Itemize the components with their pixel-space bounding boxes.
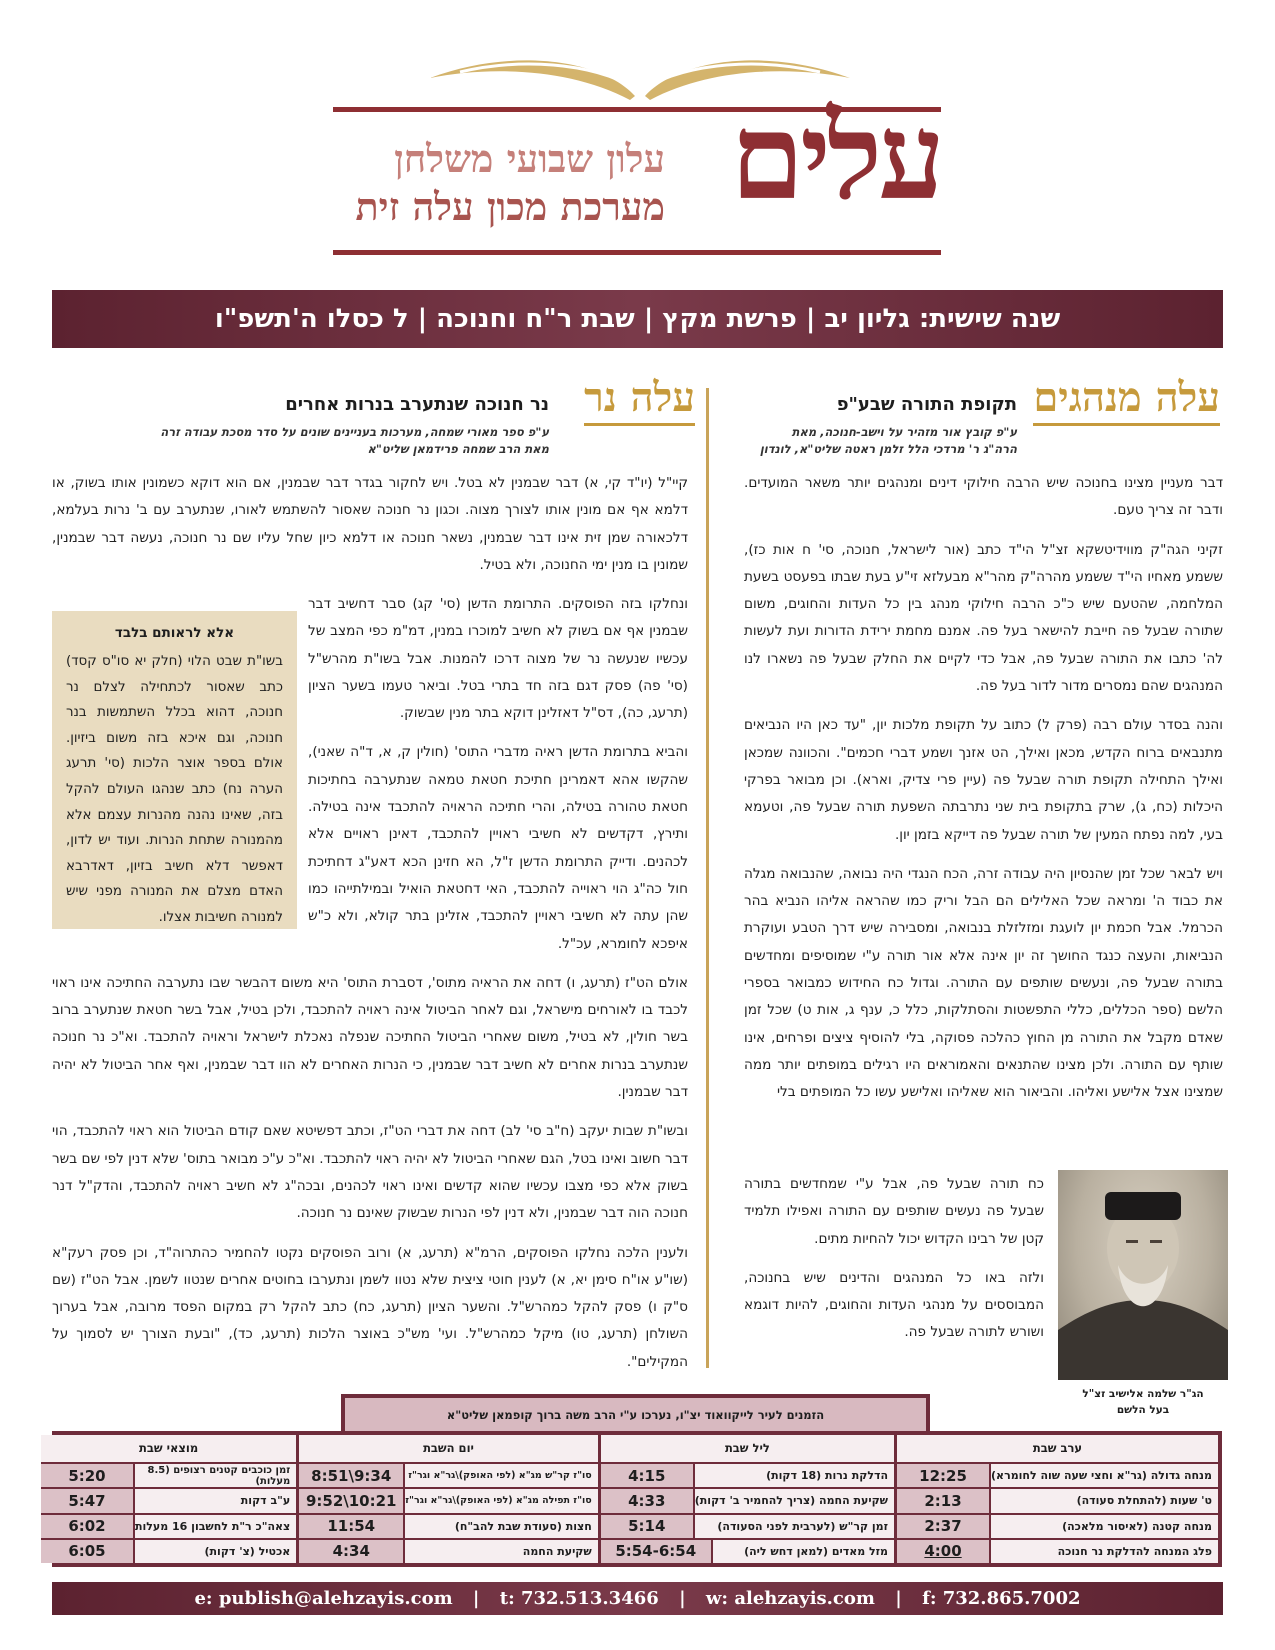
footer-separator: | [472,1588,480,1609]
publication-logo: עלים [730,87,941,226]
sidebar-box [52,611,297,929]
article-byline-right [757,424,1017,458]
times-value: 8:51\9:34 [299,1464,403,1487]
times-row [601,1515,894,1540]
caption-line: הג"ר שלמה אלישיב זצ"ל [1082,1388,1204,1400]
times-row [897,1540,1218,1563]
masthead-publisher: מערכת מכון עלה זית [355,184,665,229]
article-title-right: תקופת התורה שבע"פ [836,394,1017,415]
times-label: זמן כוכבים קטנים רצופים (8.5 מעלות) [133,1464,296,1487]
byline-line: ע"פ ספר מאורי שמחה, מערכות בעניינים שונים על סדר מסכת עבודה זרה [160,425,549,439]
times-table-title: הזמנים לעיר לייקוואוד יצ"ו, נערכו ע"י הרב משה ברוך קופמאן שליט"א [341,1394,930,1432]
times-row [41,1489,296,1514]
article-body-right-continued [744,1171,1044,1359]
paragraph: אולם הט"ז (תרעג, ו) דחה את הראיה מתוס', דסברת התוס' היא משום דהבשר שבו נתערבה החתיכה אינו ראוי לכבד בו לאורחים מישראל, וגם לאחר הביטול אינה ראויה להתכבד, ולכן בטיל, אבל בשר חטאת שנתערב ברוב בשר חולין, לא בטיל, משום שאחרי הביטול החתיכה שנפלה נאכלת לישראל וראויה להתכבד. וא"כ נר חנוכה שנתערב בנרות אחרים לא חשיב דבר שבמנין, כי הנרות האחרים לא הוו דבר שבמנין, ואף אחר הביטול לא יהיה דבר שבמנין. [52,974,688,1101]
contact-footer [52,1582,1223,1615]
column-divider [706,388,709,1368]
paragraph: ובשו"ת שבות יעקב (ח"ב סי' לב) דחה את דברי הט"ז, וכתב דפשיטא שאם קודם הביטול הוא ראוי להתכבד, הוי דבר חשוב ואינו בטל, הגם שאחרי הביטול לא יהיה ראוי להתכבד. וא"כ ע"כ מבואר בתוס' שלא דנין לפי שם בשר בשוק אלא כפי מצבו עכשיו שהוא קדשים ואינו ראוי לכהנים, ובכה"ג לא חשיב ראויה להתכבד, והדק"ל דנר חנוכה הוה דבר שבמנין, ולא דנין לפי הנרות שבשוק שאינם נר חנוכה. [52,1123,688,1222]
times-label: צאה"כ ר"ת לחשבון 16 מעלות [133,1515,296,1538]
times-row [601,1489,894,1514]
times-value: 5:20 [41,1464,133,1487]
paragraph: דבר מעניין מצינו בחנוכה שיש הרבה חילוקי דינים ומנהגים יותר משאר המועדים. ודבר זה צריך טעם. [744,475,1223,519]
times-group [894,1435,1218,1563]
section-label-minhagim: עלה מנהגים [1033,378,1220,426]
footer-separator: | [679,1588,686,1609]
paragraph: ויש לבאר שכל זמן שהנסיון היה עבודה זרה, הכח הנגדי היה נבואה, שהנבואה מגלה את כבוד ה' ומראה שכל האלילים הם הבל וריק כמו שהראה אליהו הנביא בהר הכרמל. אבל חכמת יון לועגת ומזלזלת בנבואה, ומסבירה שיש דרך הטבע ועוקרת הנביאות, והעצה כנגד החושך זה יון אינה אלא אור תורה ע"י שמוסיפים ומחדשים בתורה שבעל פה, ונעשים שותפים עם התורה. וגדול כח החידוש כמבואר בספרי הלשם (ספר הכללים, כללי התפשטות והסתלקות, כלל כ, ענף ג, אות ט) שכל זמן שאדם מקבל את התורה מן החוץ כהלכה פסוקה, בלי להוסיף ציצים ופרחים, אינו שותף עם התורה. ולכן מצינו שהתנאים והאמוראים היו רגילים במופתים יותר ממה שמצינו אצל אלישע ואליהו. והביאור הוא שאליהו ואלישע עשו כל המופתים בלי [744,865,1223,1101]
paragraph: והביא בתרומת הדשן ראיה מדברי התוס' (חולין ק, א, ד"ה שאני), שהקשו אהא דאמרינן חתיכת חטאת טמאה שנתערבה בחתיכות חטאת טהורה בטילה, והרי חתיכה הראויה להתכבד אינה בטילה. ותירץ, דקדשים לא חשיבי ראויין להתכבד, דאינן ראויים אלא לכהנים. ודייק התרומת הדשן ז"ל, הא חזינן הכא דאע"ג דחתיכת חול כה"ג הוי ראוייה להתכבד, האי דחטאת הואיל ובמילתייהו כמו שהן עתה לא חשיבי ראויין להתכבד, אזלינן בתר קולא, ולא כ"ש איפכא לחומרא, עכ"ל. [308,744,688,952]
paragraph: כח תורה שבעל פה, אבל ע"י שמחדשים בתורה שבעל פה נעשים שותפים עם התורה ואפילו תלמיד קטן של רבינו הקדוש יכול להחיות מתים. [744,1176,1044,1247]
section-label-ner: עלה נר [584,378,695,426]
masthead-tagline: עלון שבועי משלחן [394,136,665,181]
times-label: מנחה קטנה (לאיסור מלאכה) [989,1515,1218,1538]
article-body-left-top [52,470,688,591]
byline-line: מאת הרב שמחה פרידמאן שליט"א [367,442,549,456]
times-label: הדלקת נרות (18 דקות) [693,1464,894,1487]
times-row [897,1515,1218,1540]
paragraph: ולזה באו כל המנהגים והדינים שיש בחנוכה, המבוססים על מנהגי העדות והחוגים, להיות דוגמא ושורש לתורה שבעל פה. [744,1269,1044,1341]
times-row [299,1515,598,1540]
times-value: 2:37 [897,1515,989,1538]
times-label: חצות (סעודת שבת להב"ח) [403,1515,598,1538]
times-group-header: ליל שבת [601,1435,894,1464]
phone-number: t: 732.513.3466 [499,1588,659,1609]
times-value: 11:54 [299,1515,403,1538]
times-row [41,1540,296,1563]
times-row [601,1540,894,1563]
paragraph: ולענין הלכה נחלקו הפוסקים, הרמ"א (תרעג, א) ורוב הפוסקים נקטו להחמיר כהתרוה"ד, וכן פסק רעק"א (שו"ע או"ח סימן יא, א) לענין חוטי ציצית שלא נטוו לשמן ונתערבו בחוטים אחרים שנטוו לשמן. אבל הט"ז (שם ס"ק ו) פסק להקל כמהרש"ל. והשער הציון (תרעג, כח) כתב להקל רק במקום הפסד מרובה, אבל בערוך השולחן (תרעג, טו) מיקל כמהרש"ל. ועי' מש"כ באוצר הלכות (תרעג, כד), "ובעת הצורך יש לסמוך על המקילים". [52,1244,688,1370]
times-value: 12:25 [897,1464,989,1487]
times-row [897,1464,1218,1489]
times-value: 4:33 [601,1489,693,1512]
issue-banner: שנה שישית: גליון יב | פרשת מקץ | שבת ר"ח וחנוכה | ל כסלו ה'תשפ"ו [52,290,1223,348]
times-value: 9:52\10:21 [299,1489,403,1512]
times-value: 6:02 [41,1515,133,1538]
times-row [41,1515,296,1540]
portrait-photo [1058,1170,1228,1380]
paragraph: קיי"ל (יו"ד קי, א) דבר שבמנין לא בטל. ויש לחקור בגדר דבר שבמנין, אם הוא דוקא כשמונין אותו בשוק, או דלמא אף אם מונין אותו לצורך מצוה. וכגון נר חנוכה שאסור להשתמש לאורו, שנתערב עם ב' נרות בעלמא, דלכאורה שמן זית אינו דבר שבמנין, נשאר חנוכה או דלמא כיון שחל עליו שם נר חנוכה, נעשה דבר שבמנין, שמונין בו מנין ימי החנוכה, ולא בטיל. [52,475,688,573]
times-label: מנחה גדולה (גר"א וחצי שעה שוה לחומרא) [989,1464,1218,1487]
times-row [299,1489,598,1514]
caption-line: בעל הלשם [1116,1404,1170,1416]
times-value: 2:13 [897,1489,989,1512]
email-link[interactable]: e: publish@alehzayis.com [194,1588,453,1609]
times-group-header: יום השבת [299,1435,598,1464]
times-value: 4:00 [897,1540,989,1563]
times-label: שקיעת החמה [403,1540,598,1563]
times-label: זמן קר"ש (לערבית לפני הסעודה) [693,1515,894,1538]
times-label: ע"ב דקות [133,1489,296,1512]
sidebar-body: בשו"ת שבט הלוי (חלק יא סו"ס קסד) כתב שאסור לכתחילה לצלם נר חנוכה, דהוא בכלל השתמשות בנר חנוכה, וגם איכא בזה משום ביזיון. אולם בספר אוצר הלכות (סי' תרעג הערה נח) כתב שנהגו העולם להקל בזה, שאינו נהנה מהנרות עצמם אלא מהמנורה שתחת הנרות. ועוד יש לדון, דאפשר דלא חשיב בזיון, דאדרבא האדם מצלם את המנורה מפני שיש למנורה חשיבות אצלו. [66,654,283,925]
times-row [299,1540,598,1563]
times-group [41,1435,296,1563]
times-label: ט' שעות (להתחלת סעודה) [989,1489,1218,1512]
times-row [897,1489,1218,1514]
footer-separator: | [895,1588,902,1609]
portrait-figure-icon [1058,1170,1228,1380]
article-title-left: נר חנוכה שנתערב בנרות אחרים [285,394,549,415]
times-value: 5:14 [601,1515,693,1538]
times-value: 4:15 [601,1464,693,1487]
times-row [41,1464,296,1489]
times-value: 6:05 [41,1540,133,1563]
times-group-header: מוצאי שבת [41,1435,296,1464]
paragraph: ונחלקו בזה הפוסקים. התרומת הדשן (סי' קג) סבר דחשיב דבר שבמנין אף אם בשוק לא חשיב למוכרו במנין, דמ"מ כפי המצב של עכשיו שנעשה נר של מצוה דרכו להמנות. אבל בשו"ת מהרש"ל (סי' פה) פסק דגם בזה חד בתרי בטל. וביאר טעמו בשער הציון (תרעג, כה), דס"ל דאזלינן דוקא בתר מנין שבשוק. [308,596,688,722]
times-label: סו"ז קר"ש מג"א (לפי האופק)\גר"א וגר"ז [403,1464,598,1487]
article-byline-left [29,424,549,458]
times-label: סו"ז תפילה מג"א (לפי האופק)\גר"א וגר"ז [403,1489,598,1512]
website-link[interactable]: w: alehzayis.com [705,1588,875,1609]
paragraph: והנה בסדר עולם רבה (פרק ל) כתוב על תקופת מלכות יון, "עד כאן היו הנביאים מתנבאים ברוח הקדש, מכאן ואילך, הט אזנך ושמע דברי חכמים". והכוונה שמכאן ואילך התחילה תקופת תורה שבעל פה (עיין פרי צדיק, וארא). וכן מבואר בפרקי היכלות (כח, ג), שרק בתקופת בית שני נתרבתה השפעת תורה שבעל פה, וטעמא בעי, למה נפתח המעין של תורה שבעל פה דייקא בזמן יון. [744,717,1223,843]
times-value: 5:47 [41,1489,133,1512]
masthead-bottom-rule [333,250,941,255]
times-group-header: ערב שבת [897,1435,1218,1464]
times-group [296,1435,598,1563]
times-row [299,1464,598,1489]
times-label: פלג המנחה להדלקת נר חנוכה [989,1540,1218,1563]
article-body-right [744,470,1223,1107]
portrait-caption [1052,1386,1234,1418]
times-row [601,1464,894,1489]
times-label: מזל מאדים (למאן דחש ליה) [711,1540,894,1563]
byline-line: הרה"ג ר' מרדכי הלל זלמן ראטה שליט"א, לונדון [759,442,1017,456]
paragraph: זקיני הגה"ק מווידיטשקא זצ"ל הי"ד כתב (אור לישראל, חנוכה, סי' ח אות כז), ששמע מאחיו הי"ד ששמע מהרה"ק מהר"א מבעלזא זי"ע בעת שבתו בפעסט בשעת המלחמה, שהטעם שיש כ"כ הרבה חילוקי מנהג בין כל העדות והחוגים, משום שתורה שבעל פה חייבת להישאר בעל פה. אמנם מחמת ירידת הדורות ועת לעשות לה' כתבו את התורה שבעל פה, אבל כדי לקיים את החלק שבעל פה נשארו לנו המנהגים שהם נמסרים מדור לדור בעל פה. [744,541,1223,695]
fax-number: f: 732.865.7002 [922,1588,1081,1609]
times-value: 5:54-6:54 [601,1540,711,1563]
times-label: שקיעת החמה (צריך להחמיר ב' דקות) [693,1489,894,1512]
times-value: 4:34 [299,1540,403,1563]
sidebar-title: אלא לראותם בלבד [114,625,235,641]
times-label: אכטיל (צ' דקות) [133,1540,296,1563]
times-table [52,1431,1222,1567]
byline-line: ע"פ קובץ אור מזהיר על וישב-חנוכה, מאת [791,425,1017,439]
times-group [598,1435,894,1563]
